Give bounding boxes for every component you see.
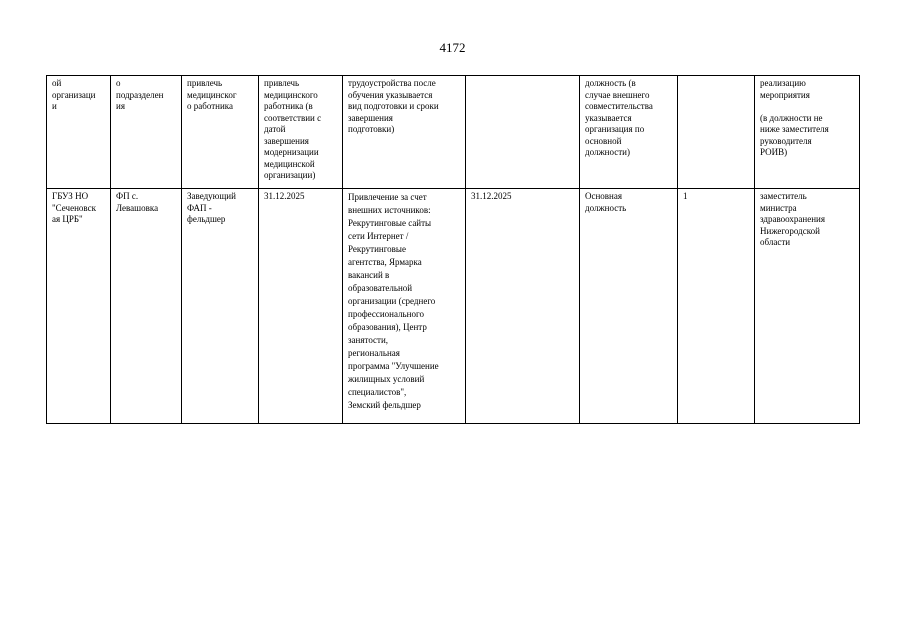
page-number: 4172 <box>439 40 466 55</box>
table-cell: 31.12.2025 <box>466 189 580 424</box>
table-cell: Привлечение за счет внешних источников: Рекрутинговые сайты сети Интернет / Рекрутинговые агентства, Ярмарка вакансий в образовательной организации (среднего профессионального образования), Центр занятости, региональная программа "Улучшение жилищных условий специалистов", Земский фельдшер <box>343 189 466 424</box>
table-cell: привлечь медицинског о работника <box>182 76 259 189</box>
document-table <box>46 75 860 424</box>
table-cell: ой организаци и <box>47 76 111 189</box>
table-cell: реализацию мероприятия (в должности не ниже заместителя руководителя РОИВ) <box>755 76 860 189</box>
table-cell: 31.12.2025 <box>259 189 343 424</box>
table-cell: 1 <box>678 189 755 424</box>
table-cell <box>678 76 755 189</box>
table-cell: привлечь медицинского работника (в соответствии с датой завершения модернизации медицинской организации) <box>259 76 343 189</box>
table-cell: ГБУЗ НО "Сеченовск ая ЦРБ" <box>47 189 111 424</box>
table-row <box>47 76 860 189</box>
table-cell: о подразделен ия <box>111 76 182 189</box>
table-cell: ФП с. Левашовка <box>111 189 182 424</box>
table-cell: Заведующий ФАП - фельдшер <box>182 189 259 424</box>
table-cell: трудоустройства после обучения указывается вид подготовки и сроки завершения подготовки) <box>343 76 466 189</box>
table-cell: заместитель министра здравоохранения Нижегородской области <box>755 189 860 424</box>
table-row <box>47 189 860 424</box>
table-cell: Основная должность <box>580 189 678 424</box>
table-cell <box>466 76 580 189</box>
table-cell: должность (в случае внешнего совместительства указывается организация по основной должности) <box>580 76 678 189</box>
